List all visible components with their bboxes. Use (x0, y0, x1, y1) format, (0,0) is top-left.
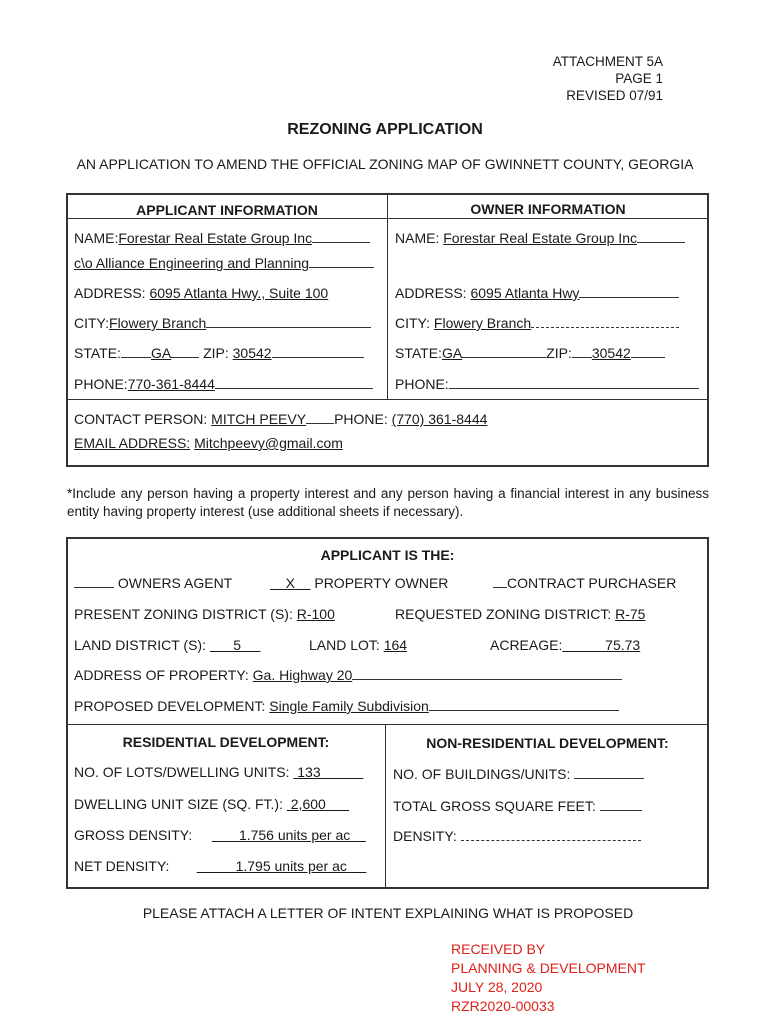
requested-zoning-label: REQUESTED ZONING DISTRICT: (395, 606, 612, 622)
blank-line (531, 315, 679, 328)
revision-date: REVISED 07/91 (566, 88, 663, 103)
page-number: PAGE 1 (615, 71, 663, 86)
lots-label: NO. OF LOTS/DWELLING UNITS: (74, 764, 290, 780)
contact-phone-label: PHONE: (334, 411, 388, 427)
property-address-row (74, 667, 622, 683)
contact-person: MITCH PEEVY (211, 411, 307, 427)
blank-line (272, 345, 364, 358)
density-label: DENSITY: (393, 828, 457, 844)
applicant-zip: 30542 (232, 345, 272, 361)
land-lot-row (309, 637, 407, 653)
development-column-divider (385, 725, 386, 887)
owner-state-row (395, 345, 665, 361)
unit-size-row (74, 796, 349, 812)
contact-divider (67, 399, 708, 400)
stamp-line-department: PLANNING & DEVELOPMENT (451, 960, 646, 976)
property-owner-mark (270, 575, 310, 591)
blank-line (579, 285, 679, 298)
blank-line (309, 255, 374, 268)
check-mark: X (285, 575, 295, 591)
owner-phone-row (395, 376, 699, 392)
property-owner-option: PROPERTY OWNER (314, 575, 449, 591)
buildings-row (393, 766, 644, 782)
applicant-city-label: CITY: (74, 315, 110, 331)
proposed-development-label: PROPOSED DEVELOPMENT: (74, 698, 266, 714)
property-address: Ga. Highway 20 (252, 667, 353, 683)
net-density-row (74, 858, 366, 874)
form-subtitle: AN APPLICATION TO AMEND THE OFFICIAL ZONING MAP OF GWINNETT COUNTY, GEORGIA (76, 156, 694, 172)
blank-line (461, 828, 641, 841)
applicant-heading: APPLICANT INFORMATION (136, 202, 318, 218)
applicant-zip-label: ZIP: (203, 345, 229, 361)
gross-density-label: GROSS DENSITY: (74, 827, 193, 843)
lots: 133 (297, 764, 321, 780)
applicant-phone-row (74, 376, 373, 392)
contact-person-row (74, 411, 487, 427)
land-lot-label: LAND LOT: (309, 637, 380, 653)
applicant-city-row (74, 315, 371, 331)
received-stamp (451, 940, 646, 1016)
unit-size: 2,600 (290, 796, 326, 812)
gross-sqft-row (393, 798, 642, 814)
owners-agent-option: OWNERS AGENT (117, 575, 233, 591)
gross-density-row (74, 827, 366, 843)
buildings-label: NO. OF BUILDINGS/UNITS: (393, 766, 571, 782)
owner-phone-label: PHONE: (395, 376, 449, 392)
applicant-state-row (74, 345, 364, 361)
land-district: 5 (233, 637, 242, 653)
contract-purchaser-row (493, 575, 676, 591)
blank-line (637, 230, 685, 243)
owner-city: Flowery Branch (433, 315, 532, 331)
column-divider (387, 194, 388, 399)
land-district-label: LAND DISTRICT (S): (74, 637, 206, 653)
contact-email-label: EMAIL ADDRESS: (74, 435, 191, 451)
blank-line (171, 345, 199, 358)
gross-density: 1.756 units per ac (238, 827, 351, 843)
contact-person-label: CONTACT PERSON: (74, 411, 208, 427)
letter-of-intent-note: PLEASE ATTACH A LETTER OF INTENT EXPLAINING WHAT IS PROPOSED (142, 905, 634, 921)
blank-line (352, 667, 622, 680)
acreage: 75.73 (605, 637, 641, 653)
proposed-development-row (74, 698, 619, 714)
contact-phone: (770) 361-8444 (391, 411, 488, 427)
owner-zip: 30542 (591, 345, 631, 361)
stamp-line-received: RECEIVED BY (451, 941, 546, 957)
requested-zoning: R-75 (615, 606, 646, 622)
owner-city-row (395, 315, 679, 331)
applicant-address-row (74, 285, 328, 301)
present-zoning-row (74, 606, 335, 622)
owner-city-label: CITY: (395, 315, 431, 331)
attachment-number: ATTACHMENT 5A (552, 54, 663, 69)
density-row (393, 828, 641, 844)
owner-state: GA (441, 345, 463, 361)
contact-email-row (74, 435, 343, 451)
applicant-phone-label: PHONE: (74, 376, 128, 392)
applicant-name: Forestar Real Estate Group Inc (118, 230, 313, 246)
stamp-line-date: JULY 28, 2020 (451, 979, 543, 995)
blank-line (493, 575, 507, 588)
contract-purchaser-option: CONTRACT PURCHASER (507, 575, 677, 591)
contact-email: Mitchpeevy@gmail.com (194, 435, 343, 451)
blank-line (600, 798, 642, 811)
owner-address-row (395, 285, 679, 301)
unit-size-label: DWELLING UNIT SIZE (SQ. FT.): (74, 796, 283, 812)
residential-heading: RESIDENTIAL DEVELOPMENT: (122, 734, 330, 750)
owner-address: 6095 Atlanta Hwy (470, 285, 580, 301)
owner-address-label: ADDRESS: (395, 285, 467, 301)
applicant-state-label: STATE: (74, 345, 121, 361)
applicant-name-row (74, 230, 370, 246)
owner-state-label: STATE: (395, 345, 442, 361)
present-zoning-label: PRESENT ZONING DISTRICT (S): (74, 606, 293, 622)
heading-divider (67, 218, 708, 219)
nonresidential-heading: NON-RESIDENTIAL DEVELOPMENT: (426, 735, 669, 751)
blank-line (429, 698, 619, 711)
property-address-label: ADDRESS OF PROPERTY: (74, 667, 249, 683)
acreage-row (490, 637, 640, 653)
blank-line (121, 345, 151, 358)
ownership-note: *Include any person having a property interest and any person having a financial interest in any business entity having property interest (use additional sheets if necessary). (67, 486, 709, 519)
form-title: REZONING APPLICATION (287, 121, 483, 138)
gross-sqft-label: TOTAL GROSS SQUARE FEET: (393, 798, 596, 814)
blank-line (572, 345, 592, 358)
blank-line (449, 376, 699, 389)
owner-zip-label: ZIP: (546, 345, 572, 361)
blank-line (74, 575, 114, 588)
applicant-address: 6095 Atlanta Hwy., Suite 100 (149, 285, 329, 301)
lots-row (74, 764, 363, 780)
proposed-development: Single Family Subdivision (269, 698, 429, 714)
applicant-name-line2-row (74, 255, 374, 271)
owner-name-label: NAME: (395, 230, 440, 246)
blank-line (306, 411, 334, 424)
stamp-line-case-number: RZR2020-00033 (451, 998, 555, 1014)
applicant-name-line2: c\o Alliance Engineering and Planning (74, 255, 310, 271)
blank-line (574, 766, 644, 779)
applicant-address-label: ADDRESS: (74, 285, 146, 301)
applicant-name-label: NAME: (74, 230, 119, 246)
land-district-row (74, 637, 260, 653)
owner-heading: OWNER INFORMATION (470, 201, 626, 217)
applicant-is-heading: APPLICANT IS THE: (320, 547, 455, 563)
land-lot: 164 (383, 637, 408, 653)
owner-name-row (395, 230, 685, 246)
applicant-phone: 770-361-8444 (127, 376, 215, 392)
blank-line (312, 230, 370, 243)
blank-line (631, 345, 665, 358)
net-density: 1.795 units per ac (235, 858, 347, 874)
applicant-state: GA (150, 345, 172, 361)
development-divider (67, 724, 708, 725)
blank-line (215, 376, 373, 389)
applicant-city: Flowery Branch (109, 315, 207, 331)
present-zoning: R-100 (296, 606, 335, 622)
document-header (553, 53, 663, 104)
requested-zoning-row (395, 606, 645, 622)
net-density-label: NET DENSITY: (74, 858, 170, 874)
acreage-label: ACREAGE: (490, 637, 563, 653)
applicant-role-row (74, 575, 232, 591)
property-owner-option-row (270, 575, 448, 591)
blank-line (206, 315, 371, 328)
blank-line (462, 345, 546, 358)
owner-name: Forestar Real Estate Group Inc (443, 230, 637, 246)
